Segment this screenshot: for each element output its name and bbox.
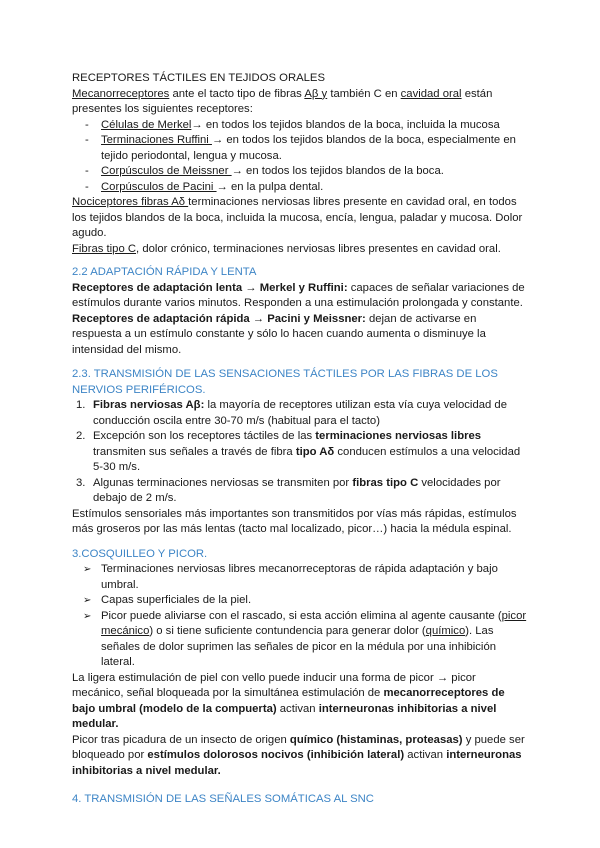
receptor-list xyxy=(72,118,528,196)
adaptacion-rapida-paragraph: Receptores de adaptación rápida → Pacini y Meissner: dejan de activarse en respuesta a un estímulo constante y sólo lo hacen cuando aumenta o disminuye la intensidad del mismo. xyxy=(72,312,486,356)
fiber-type: Aβ y xyxy=(304,87,328,100)
fibras-c-paragraph: Fibras tipo C, dolor crónico, terminaciones nerviosas libres presentes en cavidad oral. xyxy=(72,242,501,255)
estimulos-paragraph: Estímulos sensoriales más importantes son transmitidos por vías más rápidas, estímulos más groseros por las más lentas (tacto mal localizado, picor…) hacia la médula espinal. xyxy=(72,507,517,535)
section-heading-3: 3.COSQUILLEO Y PICOR. xyxy=(72,547,208,560)
section-heading-4: 4. TRANSMISIÓN DE LAS SEÑALES SOMÁTICAS AL SNC xyxy=(72,793,374,805)
adaptacion-lenta-paragraph: Receptores de adaptación lenta → Merkel y Ruffini: capaces de señalar variaciones de estímulos durante varios minutos. Responden a una estimulación prolongada y constante. xyxy=(72,281,525,309)
mecanorreceptores-term: Mecanorreceptores xyxy=(72,87,170,100)
list-item: ➢ Picor puede aliviarse con el rascado, si esta acción elimina al agente causante (picor mecánico) o si tiene suficiente contundencia para generar dolor (químico). Las señales de dolor suprimen las señales de picor en la médula por una inhibición lateral. xyxy=(83,609,527,668)
list-item: - Corpúsculos de Pacini → en la pulpa dental. xyxy=(85,180,324,193)
list-item: 1. Fibras nerviosas Aβ: la mayoría de receptores utilizan esta vía cuya velocidad de conducción oscila entre 30-70 m/s (habitual para el tacto) xyxy=(76,399,507,427)
list-item: ➢ Terminaciones nerviosas libres mecanorreceptoras de rápida adaptación y bajo umbral. xyxy=(83,563,498,591)
arrow-bullet-icon: ➢ xyxy=(83,610,92,622)
nociceptores-paragraph: Nociceptores fibras Aδ terminaciones nerviosas libres presente en cavidad oral, en todos los tejidos blandos de la boca, incluida la mucosa, encía, lengua, paladar y mucosa. Dolor agudo. xyxy=(72,196,523,239)
fiber-list xyxy=(72,398,528,507)
arrow-bullet-icon: ➢ xyxy=(83,564,92,575)
list-item: - Corpúsculos de Meissner → en todos los tejidos blandos de la boca. xyxy=(85,165,444,177)
picor-quimico-paragraph: Picor tras picadura de un insecto de origen químico (histaminas, proteasas) y puede ser bloqueado por estímulos dolorosos nocivos (inhibición lateral) activan interneuronas inhibitorias a nivel medular. xyxy=(72,733,525,777)
list-item: 2. Excepción son los receptores táctiles de las terminaciones nerviosas libres transmiten sus señales a través de fibra tipo Aδ conducen estímulos a una velocidad 5-30 m/s. xyxy=(76,430,521,473)
list-item: ➢ Capas superficiales de la piel. xyxy=(72,593,528,609)
picor-list xyxy=(72,562,528,671)
section-heading-2-2: 2.2 ADAPTACIÓN RÁPIDA Y LENTA xyxy=(72,266,257,278)
section-heading-2-3: 2.3. TRANSMISIÓN DE LAS SENSACIONES TÁCTILES POR LAS FIBRAS DE LOS NERVIOS PERIFÉRICOS. xyxy=(72,368,498,396)
place-term: cavidad oral xyxy=(400,87,462,100)
mecanorreceptores-paragraph: Mecanorreceptores ante el tacto tipo de fibras Aβ y también C en cavidad oral están presentes los siguientes receptores: xyxy=(72,87,493,115)
arrow-bullet-icon: ➢ xyxy=(83,595,92,606)
list-item: 3. Algunas terminaciones nerviosas se transmiten por fibras tipo C velocidades por debajo de 2 m/s. xyxy=(76,476,501,504)
section-title: RECEPTORES TÁCTILES EN TEJIDOS ORALES xyxy=(72,72,325,84)
picor-mecanico-paragraph: La ligera estimulación de piel con vello puede inducir una forma de picor → picor mecánico, señal bloqueada por la simultánea estimulación de mecanorreceptores de bajo umbral (modelo de la compuerta) activan interneuronas inhibitorias a nivel medular. xyxy=(72,671,505,730)
document-body xyxy=(72,71,528,808)
list-item: - Terminaciones Ruffini → en todos los tejidos blandos de la boca, especialmente en tejido periodontal, lengua y mucosa. xyxy=(85,134,516,162)
list-item: - Células de Merkel→ en todos los tejidos blandos de la boca, incluida la mucosa xyxy=(85,118,500,131)
